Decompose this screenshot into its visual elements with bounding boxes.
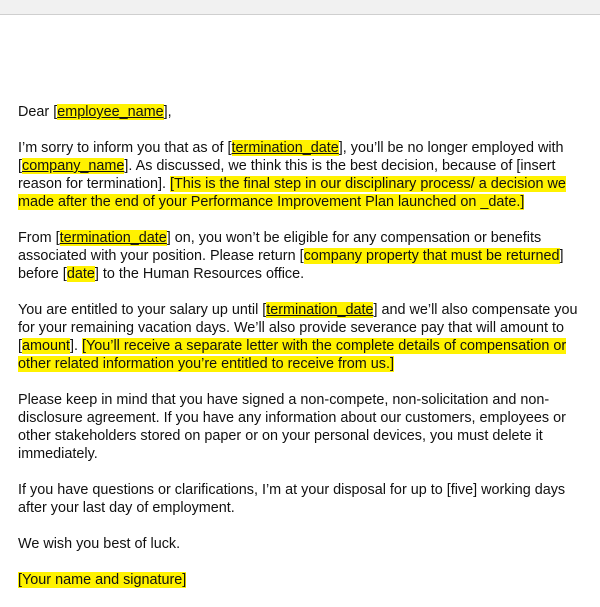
- compensation-paragraph: [18, 301, 590, 373]
- document-toolbar-edge: [0, 0, 600, 15]
- benefits-paragraph: [18, 229, 590, 283]
- greeting-prefix: Dear [: [18, 104, 58, 120]
- document-page: [0, 15, 600, 600]
- greeting-paragraph: [18, 103, 590, 121]
- questions-paragraph: If you have questions or clarifications, I’m at your disposal for up to [five] working days after your last day of employment.: [18, 482, 566, 516]
- amount-placeholder: amount: [22, 338, 70, 354]
- employee-name-placeholder: employee_name: [57, 104, 164, 120]
- return-date-placeholder: date: [66, 266, 95, 282]
- p2-text-2: ] on, you won’t be eligible for any compensation or benefits associated with your position. Please return [: [18, 230, 542, 264]
- company-property-placeholder: company property that must be returned: [303, 248, 560, 264]
- termination-letter-body: [18, 103, 590, 607]
- p3-text-1: You are entitled to your salary up until [: [18, 302, 267, 318]
- p2-text-4: ] to the Human Resources office.: [94, 266, 305, 282]
- p3-text-2: ] and we’ll also compensate you for your remaining vacation days. We’ll also provide severance pay that will amount to [: [18, 302, 578, 354]
- company-name-placeholder: company_name: [22, 158, 125, 174]
- termination-notice-paragraph: [18, 139, 590, 211]
- p2-text-1: From [: [18, 230, 60, 246]
- signature-placeholder: [Your name and signature]: [18, 572, 187, 588]
- p1-text-1: I’m sorry to inform you that as of [: [18, 140, 232, 156]
- p2-text-3: ] before [: [18, 248, 564, 282]
- closing-paragraph: We wish you best of luck.: [18, 536, 181, 552]
- p1-text-3: ]. As discussed, we think this is the best decision, because of [insert reason for termination].: [18, 158, 556, 192]
- termination-date-placeholder: termination_date: [266, 302, 374, 318]
- separate-letter-highlight: [You’ll receive a separate letter with the complete details of compensation or other related information you’re entitled to receive from us.]: [18, 338, 567, 372]
- termination-date-placeholder: termination_date: [231, 140, 339, 156]
- p3-text-3: ].: [70, 338, 82, 354]
- greeting-suffix: ],: [163, 104, 172, 120]
- non-compete-paragraph: Please keep in mind that you have signed a non-compete, non-solicitation and non-disclosure agreement. If you have any information about our customers, employees or other stakeholders stored on paper or on your personal devices, you must delete it immediately.: [18, 392, 566, 462]
- termination-date-placeholder: termination_date: [59, 230, 167, 246]
- disciplinary-process-highlight: [This is the final step in our disciplinary process/ a decision we made after the end of your Performance Improvement Plan launched on _date.]: [18, 176, 566, 210]
- p1-text-2: ], you’ll be no longer employed with [: [18, 140, 564, 174]
- signature-line: [18, 571, 590, 589]
